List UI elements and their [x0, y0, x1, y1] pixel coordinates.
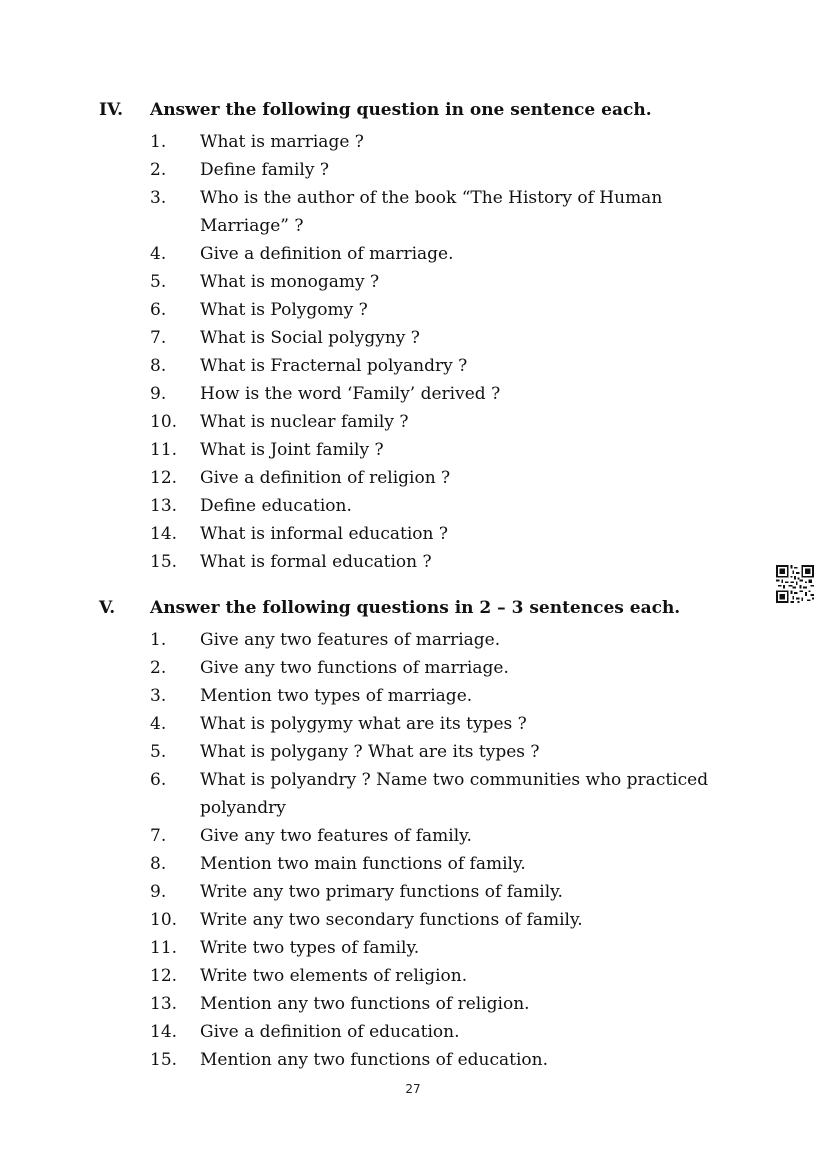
- page-number: 27: [405, 1082, 421, 1096]
- question-number: 1.: [150, 132, 167, 152]
- question-text: What is polygany ? What are its types ?: [200, 742, 540, 762]
- question-text: Give any two features of family.: [200, 826, 472, 846]
- question-number: 2.: [150, 160, 167, 180]
- question-number: 14.: [150, 1022, 178, 1042]
- question-item: [0, 990, 826, 1018]
- question-number: 14.: [150, 524, 178, 544]
- question-number: 10.: [150, 412, 178, 432]
- question-text: What is polyandry ? Name two communities who practiced polyandry: [200, 770, 709, 818]
- question-number: 4.: [150, 244, 167, 264]
- question-text: Write any two primary functions of family.: [200, 882, 563, 902]
- question-list: [0, 128, 826, 576]
- section-v: [0, 598, 826, 1074]
- question-item: [0, 626, 826, 654]
- section-heading: Answer the following questions in 2 – 3 sentences each.: [150, 598, 681, 618]
- question-item: [0, 766, 826, 822]
- question-number: 8.: [150, 854, 167, 874]
- question-item: [0, 240, 826, 268]
- question-text: Write any two secondary functions of family.: [200, 910, 583, 930]
- question-item: [0, 436, 826, 464]
- question-item: [0, 822, 826, 850]
- question-text: Define education.: [200, 496, 352, 516]
- section-iv: [0, 100, 826, 576]
- question-item: [0, 1018, 826, 1046]
- question-text: Give a definition of marriage.: [200, 244, 454, 264]
- question-text: Give a definition of education.: [200, 1022, 460, 1042]
- question-number: 9.: [150, 882, 167, 902]
- question-text: What is informal education ?: [200, 524, 449, 544]
- question-number: 6.: [150, 300, 167, 320]
- question-text: Mention two types of marriage.: [200, 686, 473, 706]
- question-item: [0, 464, 826, 492]
- question-item: [0, 408, 826, 436]
- question-number: 5.: [150, 272, 167, 292]
- question-number: 12.: [150, 966, 178, 986]
- question-text: What is Polygomy ?: [200, 300, 368, 320]
- question-list: [0, 626, 826, 1074]
- question-text: What is nuclear family ?: [200, 412, 409, 432]
- question-item: [0, 520, 826, 548]
- question-item: [0, 1046, 826, 1074]
- question-text: Mention any two functions of education.: [200, 1050, 549, 1070]
- question-item: [0, 738, 826, 766]
- question-text: Give any two functions of marriage.: [200, 658, 509, 678]
- question-number: 13.: [150, 994, 178, 1014]
- question-item: [0, 128, 826, 156]
- question-number: 6.: [150, 770, 167, 790]
- question-number: 3.: [150, 188, 167, 208]
- question-number: 10.: [150, 910, 178, 930]
- question-text: What is Social polygyny ?: [200, 328, 420, 348]
- question-text: What is monogamy ?: [200, 272, 380, 292]
- question-text: Define family ?: [200, 160, 329, 180]
- question-number: 7.: [150, 328, 167, 348]
- question-item: [0, 682, 826, 710]
- question-text: What is polygymy what are its types ?: [200, 714, 527, 734]
- question-number: 9.: [150, 384, 167, 404]
- question-text: What is marriage ?: [200, 132, 364, 152]
- question-item: [0, 962, 826, 990]
- question-number: 4.: [150, 714, 167, 734]
- question-number: 5.: [150, 742, 167, 762]
- question-number: 11.: [150, 440, 178, 460]
- question-item: [0, 184, 826, 240]
- question-item: [0, 878, 826, 906]
- question-number: 3.: [150, 686, 167, 706]
- section-header: [0, 598, 826, 626]
- question-number: 15.: [150, 552, 178, 572]
- question-text: Give a definition of religion ?: [200, 468, 451, 488]
- section-header: [0, 100, 826, 128]
- section-heading: Answer the following question in one sentence each.: [150, 100, 652, 120]
- question-text: Give any two features of marriage.: [200, 630, 501, 650]
- question-item: [0, 268, 826, 296]
- question-item: [0, 654, 826, 682]
- question-item: [0, 850, 826, 878]
- question-text: What is formal education ?: [200, 552, 432, 572]
- question-item: [0, 156, 826, 184]
- question-number: 7.: [150, 826, 167, 846]
- question-item: [0, 380, 826, 408]
- question-text: Mention any two functions of religion.: [200, 994, 530, 1014]
- question-number: 8.: [150, 356, 167, 376]
- question-item: [0, 906, 826, 934]
- question-item: [0, 324, 826, 352]
- question-text: Mention two main functions of family.: [200, 854, 526, 874]
- question-text: Write two elements of religion.: [200, 966, 468, 986]
- question-item: [0, 492, 826, 520]
- question-number: 15.: [150, 1050, 178, 1070]
- section-numeral: V.: [99, 598, 116, 618]
- question-number: 11.: [150, 938, 178, 958]
- question-item: [0, 296, 826, 324]
- question-text: Write two types of family.: [200, 938, 420, 958]
- question-text: Who is the author of the book “The History of Human Marriage” ?: [200, 188, 663, 236]
- question-number: 13.: [150, 496, 178, 516]
- question-text: What is Fracternal polyandry ?: [200, 356, 468, 376]
- question-text: What is Joint family ?: [200, 440, 384, 460]
- question-text: How is the word ‘Family’ derived ?: [200, 384, 501, 404]
- question-number: 1.: [150, 630, 167, 650]
- question-number: 12.: [150, 468, 178, 488]
- question-item: [0, 548, 826, 576]
- question-item: [0, 352, 826, 380]
- question-number: 2.: [150, 658, 167, 678]
- question-item: [0, 710, 826, 738]
- question-item: [0, 934, 826, 962]
- section-numeral: IV.: [99, 100, 124, 120]
